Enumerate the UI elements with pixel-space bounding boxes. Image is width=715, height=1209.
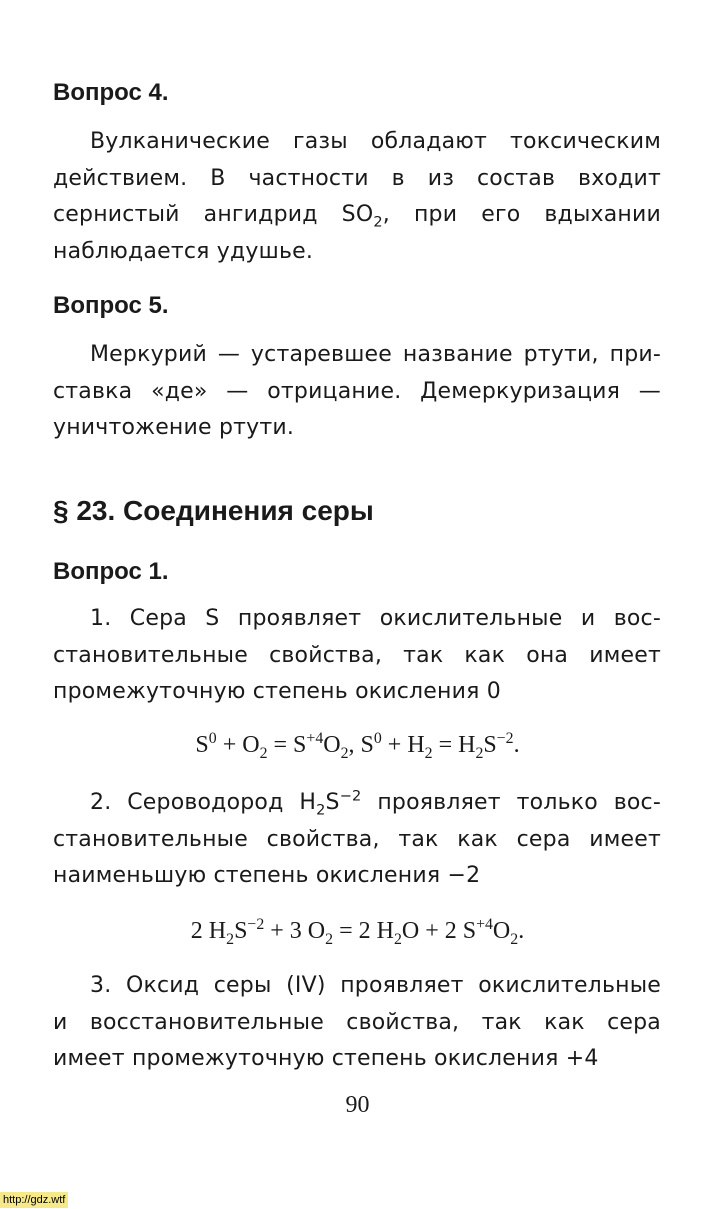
- formula-part: .: [518, 918, 525, 944]
- formula-part: = S: [267, 732, 307, 758]
- subscript: 2: [475, 744, 484, 762]
- formula-part: + H: [381, 732, 425, 758]
- answer-line: промежуточную степень окисления 0: [53, 679, 501, 704]
- answer-line: Вулканические газы обладают токсическим: [90, 129, 661, 154]
- superscript: −2: [496, 730, 514, 747]
- formula-part: , S: [348, 732, 374, 758]
- question-1-paragraph-3: [53, 968, 661, 1078]
- formula-part: S: [234, 918, 248, 944]
- question-5-answer: [53, 337, 661, 447]
- superscript: +4: [476, 916, 493, 933]
- superscript: 0: [373, 730, 382, 747]
- section-title: § 23. Соединения серы: [53, 495, 374, 526]
- text-fragment: , при его вдыхании: [382, 202, 661, 227]
- formula-part: .: [513, 732, 520, 758]
- formula-part: + 3 O: [264, 918, 326, 944]
- subscript: 2: [340, 744, 349, 762]
- question-1-paragraph-1: [53, 601, 661, 711]
- subscript: 2: [259, 744, 268, 762]
- answer-line: действием. В частности в из состав входит: [53, 165, 661, 191]
- answer-line: [53, 197, 661, 234]
- formula-part: S: [195, 732, 209, 758]
- superscript: 0: [208, 730, 217, 747]
- formula-part: = H: [432, 732, 476, 758]
- subscript: 2: [510, 930, 519, 948]
- answer-line: и восстановительные свойства, так как сера: [53, 1009, 661, 1035]
- answer-line: уничтожение ртути.: [53, 415, 295, 440]
- formula-part: O: [492, 918, 511, 944]
- subscript: 2: [316, 802, 326, 819]
- formula-part: + O: [216, 732, 260, 758]
- subscript: 2: [226, 930, 235, 948]
- formula-part: S: [483, 732, 497, 758]
- answer-line: наименьшую степень окисления −2: [53, 863, 481, 888]
- formula-1: [0, 730, 715, 760]
- question-4-heading: Вопрос 4.: [53, 79, 169, 106]
- formula-part: O + 2 S: [401, 918, 477, 944]
- subscript: 2: [393, 930, 402, 948]
- question-1-paragraph-2: [53, 785, 661, 895]
- question-1-heading: Вопрос 1.: [53, 558, 169, 585]
- text-fragment: проявляет только вос-: [361, 790, 661, 815]
- text-fragment: S: [325, 790, 340, 815]
- watermark-link[interactable]: http://gdz.wtf: [0, 1192, 68, 1208]
- answer-line: ставка «де» — отрицание. Демеркуризация —: [53, 378, 661, 404]
- formula-part: 2 H: [190, 918, 227, 944]
- page-number: 90: [345, 1092, 370, 1118]
- subscript: 2: [424, 744, 433, 762]
- superscript: −2: [339, 788, 362, 805]
- answer-line: [53, 785, 661, 822]
- question-4-answer: [53, 124, 661, 270]
- formula-2: [0, 916, 715, 946]
- formula-part: O: [323, 732, 341, 758]
- formula-part: = 2 H: [333, 918, 394, 944]
- answer-line: Меркурий — устаревшее название ртути, при-: [90, 342, 661, 367]
- answer-line: наблюдается удушье.: [53, 238, 314, 264]
- answer-line: становительные свойства, так как сера имеет: [53, 826, 661, 852]
- superscript: +4: [306, 730, 324, 747]
- answer-line: имеет промежуточную степень окисления +4: [53, 1046, 599, 1071]
- answer-line: становительные свойства, так как она имеет: [53, 642, 661, 668]
- subscript: 2: [325, 930, 334, 948]
- answer-line: 1. Сера S проявляет окислительные и вос-: [90, 606, 661, 631]
- text-fragment: сернистый ангидрид SO: [53, 202, 374, 227]
- answer-line: 3. Оксид серы (IV) проявляет окислительные: [90, 973, 661, 998]
- subscript: 2: [373, 214, 383, 231]
- superscript: −2: [247, 916, 265, 933]
- question-5-heading: Вопрос 5.: [53, 292, 169, 319]
- text-fragment: 2. Сероводород H: [90, 790, 317, 815]
